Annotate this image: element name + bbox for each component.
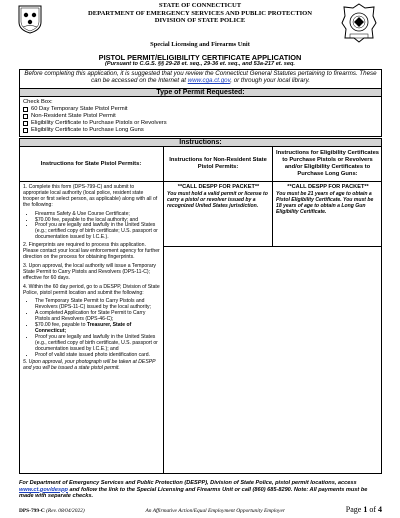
checkbox[interactable] bbox=[23, 128, 28, 133]
option-label: Eligibility Certificate to Purchase Long Guns bbox=[31, 127, 144, 133]
page-number bbox=[346, 505, 382, 514]
form-title: PISTOL PERMIT/ELIGIBILITY CERTIFICATE APPLICATION bbox=[98, 53, 302, 62]
note-text-2: and follow the link to the Special Licensing and Firearms Unit or call (860) 685-8290. Note: All payments must be made with separate checks. bbox=[19, 486, 368, 500]
col3-instructions bbox=[276, 185, 380, 216]
step-1-list bbox=[23, 212, 160, 242]
col1-heading: Instructions for State Pistol Permits: bbox=[40, 160, 142, 167]
col2-heading: Instructions for Non-Resident State Pistol Permits: bbox=[169, 157, 267, 170]
agency-header bbox=[0, 2, 400, 25]
option-label: Non-Resident State Pistol Permit bbox=[31, 113, 116, 119]
list-item: • The Temporary State Permit to Carry Pistols and Revolvers (DPS-11-C) issued by the local authority; bbox=[35, 299, 160, 311]
current-page: 1 bbox=[363, 505, 368, 514]
payee-text: Treasurer, State of Connecticut; bbox=[35, 322, 132, 334]
cga-link[interactable]: www.cga.ct.gov bbox=[187, 77, 231, 85]
permit-option-pistol-eligibility[interactable] bbox=[23, 120, 167, 127]
pistol-permit-locations-note bbox=[19, 480, 382, 500]
option-label: Eligibility Certificate to Purchase Pistols or Revolvers bbox=[31, 120, 167, 126]
checkbox[interactable] bbox=[23, 107, 28, 112]
permit-type-heading: Type of Permit Requested: bbox=[19, 88, 382, 97]
list-item: • $70.00 fee, payable to the local authority; and bbox=[35, 218, 160, 224]
page-of: of bbox=[367, 505, 378, 514]
instructions-heading: Instructions: bbox=[19, 138, 382, 147]
list-item: • Proof you are legally and lawfully in the United States (e.g., certified copy of birth certificate, U.S. passport or documentation issued by I.C.E.); and bbox=[35, 335, 160, 353]
column-divider bbox=[272, 146, 273, 246]
division-name: DIVISION OF STATE POLICE bbox=[154, 17, 246, 25]
state-name: STATE OF CONNECTICUT bbox=[158, 2, 242, 9]
form-subtitle: (Pursuant to C.G.S. §§ 29-28 et. seq., 29-36 et. seq., and 53a-217 et. seq. bbox=[105, 61, 295, 67]
column-divider bbox=[163, 146, 164, 474]
col2-instructions bbox=[167, 185, 270, 210]
checkbox[interactable] bbox=[23, 121, 28, 126]
call-despp-note: **CALL DESPP FOR PACKET** bbox=[287, 184, 369, 190]
option-label: 60 Day Temporary State Pistol Permit bbox=[31, 106, 128, 112]
col1-instructions bbox=[23, 185, 160, 375]
step-4: 4. Within the 60 day period, go to a DESPP, Division of State Police, pistol permit location and submit the following: bbox=[23, 283, 160, 296]
page-prefix: Page bbox=[345, 505, 364, 514]
form-number: DPS-799-C bbox=[19, 508, 47, 514]
list-item: • A completed Application for State Permit to Carry Pistols and Revolvers (DPS-46-C); bbox=[35, 311, 160, 323]
col3-heading: Instructions for Eligibility Certificates to Purchase Pistols or Revolvers and/or Eligibility Certificates to Purchase Long Guns: bbox=[275, 150, 380, 177]
intro-text-2: , or through your local library. bbox=[230, 77, 310, 85]
header-row-divider bbox=[19, 181, 382, 182]
call-despp-note: **CALL DESPP FOR PACKET** bbox=[177, 184, 260, 190]
row-divider bbox=[163, 246, 382, 247]
note-text-1: For Department of Emergency Services and Public Protection (DESPP), Division of State Police, pistol permit locations, access bbox=[19, 480, 357, 486]
eeo-tagline: An Affirmative Action/Equal Employment Opportunity Employer bbox=[145, 508, 285, 514]
department-name: DEPARTMENT OF EMERGENCY SERVICES AND PUBLIC PROTECTION bbox=[87, 9, 313, 17]
unit-name: Special Licensing and Firearms Unit bbox=[150, 41, 250, 48]
form-id bbox=[19, 508, 85, 514]
step-3: 3. Upon approval, the local authority will issue a Temporary State Permit to Carry Pistols and Revolvers (DPS-11-C); effective for 60 days. bbox=[23, 262, 156, 281]
list-item: • Firearms Safety & Use Course Certificate; bbox=[35, 212, 160, 218]
permit-option-60-day[interactable] bbox=[23, 106, 128, 113]
step-4-list bbox=[23, 299, 160, 358]
list-item: • Proof you are legally and lawfully in the United States (e.g.; certified copy of birth certificate; U.S. passport or documentation issued by I.C.E.). bbox=[35, 223, 160, 241]
check-box-label: Check Box: bbox=[23, 99, 53, 105]
page-footer bbox=[19, 505, 382, 514]
step-2: 2. Fingerprints are required to process this application. Please contact your local law enforcement agency for further direction on the process for obtaining fingerprints. bbox=[23, 242, 160, 260]
revision-date: (Rev. 08/04/2022) bbox=[46, 508, 85, 514]
permit-option-long-gun-eligibility[interactable] bbox=[23, 127, 144, 134]
fee-text: $70.00 fee, payable to bbox=[35, 322, 87, 329]
despp-link[interactable]: www.ct.gov/despp bbox=[19, 486, 68, 493]
step-5: 5. Upon approval, your photograph will be taken at DESPP and you will be issued a state pistol permit. bbox=[23, 359, 156, 372]
age-requirement: You must be 21 years of age to obtain a Pistol Eligibility Certificate. You must be 18 years of age to obtain a Long Gun Eligibility Certificate. bbox=[276, 190, 374, 215]
permit-type-box bbox=[19, 96, 382, 137]
list-item: • Proof of valid state issued photo identification card. bbox=[35, 353, 160, 359]
permit-option-non-resident[interactable] bbox=[23, 113, 116, 120]
total-pages: 4 bbox=[378, 505, 382, 514]
step-1: 1. Complete this form (DPS-799-C) and submit to appropriate local authority (local police, resident state trooper or first select person, as applicable) along with all of the following: bbox=[23, 184, 158, 208]
checkbox[interactable] bbox=[23, 114, 28, 119]
non-resident-requirement: You must hold a valid permit or license to carry a pistol or revolver issued by a recognized United States jurisdiction. bbox=[167, 190, 268, 209]
intro-text-1: Before completing this application, it is suggested that you review the Connecticut General Statutes pertaining to firearms. These can be accessed on the Internet at bbox=[24, 70, 377, 85]
